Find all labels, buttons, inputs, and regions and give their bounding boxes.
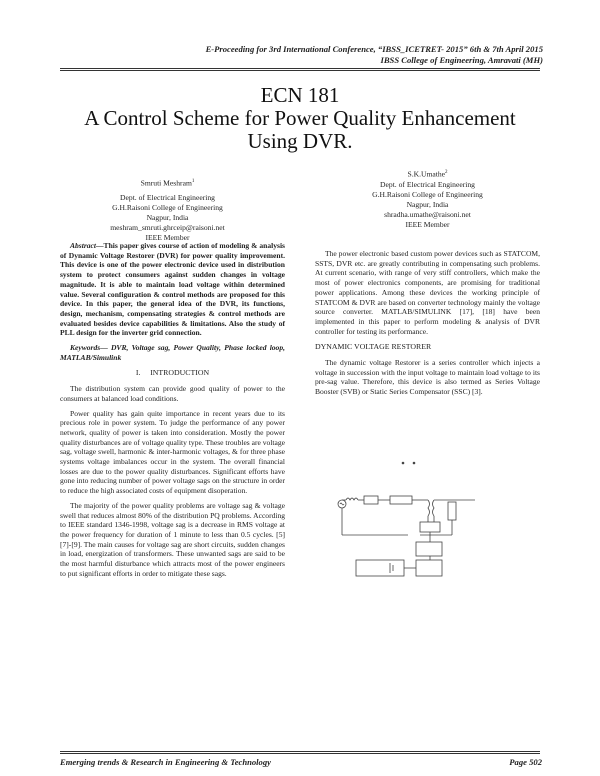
author-college: G.H.Raisoni College of Engineering [372, 189, 483, 199]
abstract [60, 241, 285, 338]
intro-paragraph-3: The majority of the power quality problems are voltage sag & voltage swell that reduces almost 80% of the distribution PQ problems. According to IEEE standard 1346-1998, voltage sag is a decrease in RMS voltage at the power frequency for duration of 1 minute to less than 0.5 cycles. [5][7]-[9]. The main causes for voltage sag are short circuits, sudden changes in load, energization of transformers. These unwanted sags are said to be the most harmful disturbance which attracts most of the power engineers to put significant efforts in order to mitigate these sags. [60, 500, 285, 578]
author-email[interactable]: shradha.umathe@raisoni.net [384, 209, 471, 219]
college-line: IBSS College of Engineering, Amravati (MH) [380, 54, 543, 65]
author-city: Nagpur, India [146, 212, 189, 222]
section-number: I. [135, 368, 141, 378]
author-block-2 [315, 168, 540, 230]
conference-line: E-Proceeding for 3rd International Conference, “IBSS_ICETRET- 2015” 6th & 7th April 2015 [205, 44, 543, 54]
energy-storage-box [356, 560, 404, 576]
keywords [60, 343, 285, 362]
author-name: Smruti Meshram [140, 178, 192, 188]
keywords-text: DVR, Voltage sag, Power Quality, Phase locked loop, MATLAB/Simulink [60, 343, 285, 362]
author-dept: Dept. of Electrical Engineering [380, 179, 475, 189]
author-block-1 [55, 177, 280, 243]
footer-rule [60, 751, 540, 754]
author-name: S.K.Umathe [407, 169, 446, 179]
filter-box [420, 522, 440, 532]
conference-header [206, 44, 543, 65]
author-member: IEEE Member [145, 232, 190, 242]
abstract-label: Abstract [70, 241, 96, 250]
dvr-circuit-diagram [330, 460, 480, 582]
section-heading-introduction [60, 368, 285, 378]
dc-link-box [416, 560, 442, 576]
author-email[interactable]: meshram_smruti.ghrceip@raisoni.net [110, 222, 225, 232]
voltage-source-converter-box [416, 542, 442, 556]
author-college: G.H.Raisoni College of Engineering [112, 202, 223, 212]
intro-paragraph-1: The distribution system can provide good quality of power to the consumers at balanced load conditions. [60, 384, 285, 403]
author-city: Nagpur, India [406, 199, 449, 209]
paper-title [60, 84, 540, 153]
author-sup: 1 [191, 179, 195, 184]
author-dept: Dept. of Electrical Engineering [120, 192, 215, 202]
journal-name: Emerging trends & Research in Engineering & Technology [60, 757, 271, 767]
right-column [315, 249, 540, 402]
left-column [60, 241, 285, 584]
dvr-paragraph: The dynamic voltage Restorer is a series controller which injects a voltage in succession with the input voltage to maintain load voltage to its pre-sag value. Therefore, this device is also termed as Series Voltage Booster (SVB) or Static Series Compensator (SSC) [3]. [315, 358, 540, 397]
author-member: IEEE Member [405, 219, 450, 229]
section-title: INTRODUCTION [150, 368, 210, 378]
title-line-2: A Control Scheme for Power Quality Enhancement [84, 106, 516, 130]
keywords-label: Keywords— [70, 343, 108, 353]
paper-id: ECN 181 [260, 83, 340, 107]
header-rule [60, 68, 540, 71]
intro-paragraph-2: Power quality has gain quite importance in recent years due to its precious role in power system. To judge the performance of any power network, quality of power is taken into consideration. Mostly the power quality disturbances are of voltage quality type. These troubles are voltage sag, voltage swell, harmonic & inter-harmonic voltages, & for three phase systems voltage imbalances occur in the system. The overall financial losses are due to the power quality disturbances. Significant efforts have gone into reducing number of power voltage sags on the structure in order to reduce the high associated costs of equipment disoperation. [60, 408, 285, 496]
impedance-box [364, 496, 378, 504]
section-heading-dvr: DYNAMIC VOLTAGE RESTORER [315, 342, 432, 352]
custom-power-paragraph: The power electronic based custom power devices such as STATCOM, SSTS, DVR etc. are greatly contributing in compensating such problems. At current scenario, with range of very stiff controllers, which make the most of power electronics components, are promising for traditional power applications. Among these devices the working principle of STATCOM & DVR are based on converter technology mainly the voltage source converter. MATLAB/SIMULINK [17], [18] have been implemented in this paper to perform modeling & analysis of DVR controller for testing its performance. [315, 249, 540, 336]
load-box [448, 502, 456, 520]
title-line-3: Using DVR. [247, 129, 353, 153]
author-sup: 2 [445, 170, 448, 175]
series-box [390, 496, 412, 504]
page-number: Page 502 [509, 757, 542, 767]
abstract-text: —This paper gives course of action of modeling & analysis of Dynamic Voltage Restorer (DVR) for power quality improvement. This device is one of the power electronic device used in distribution system to protect consumers against sudden changes in voltage magnitude. It is able to maintain load voltage within determined value. Several configuration & control methods are proposed for this device. In this paper, the general idea of the DVR, its functions, design, mechanism, compensating strategies & control methods are evaluated besides device capabilities & limitations. Also the study of PLL design for the inverter grid connection. [60, 241, 285, 338]
